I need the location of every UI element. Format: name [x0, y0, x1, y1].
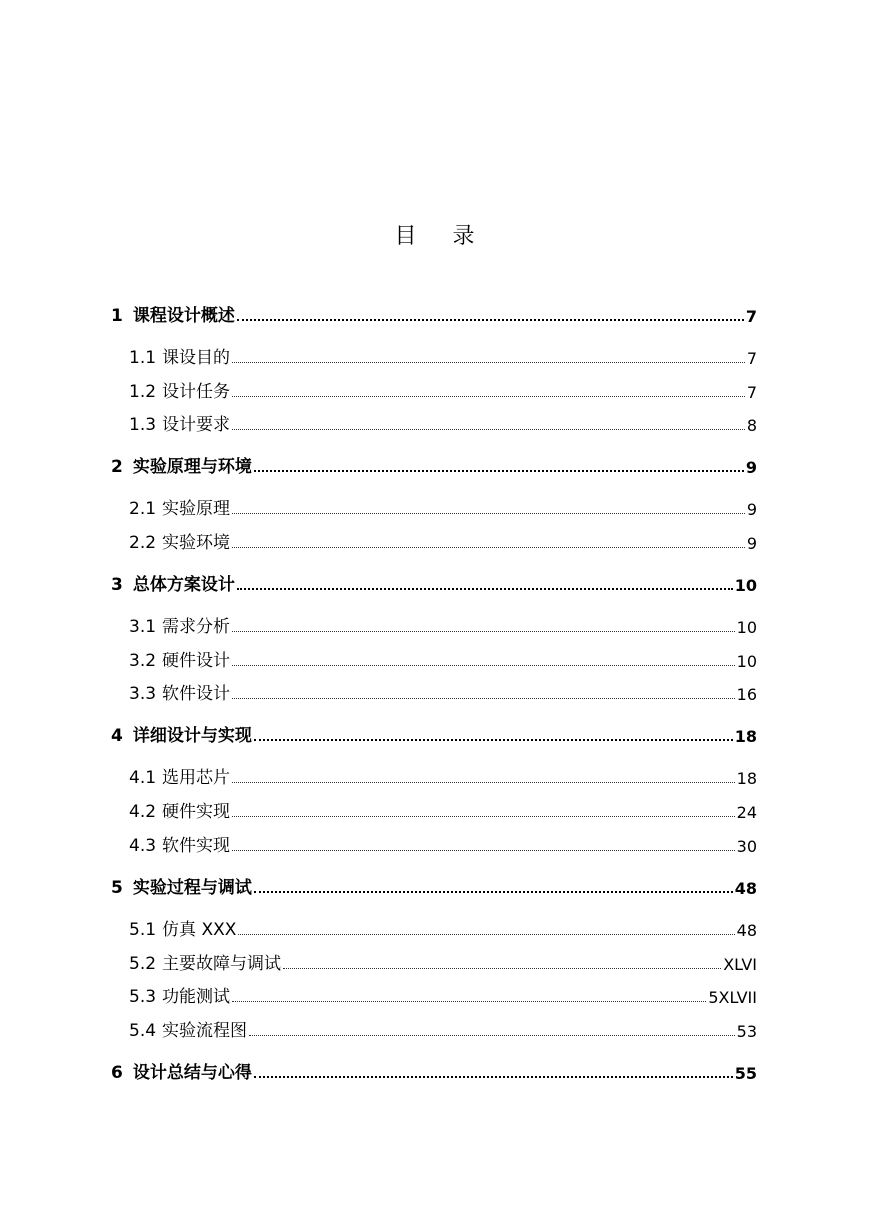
toc-section-3-2[interactable] [129, 641, 757, 671]
toc-page-number: 30 [736, 837, 757, 856]
toc-number: 4.2 [129, 802, 157, 822]
toc-title: 硬件实现 [162, 802, 231, 822]
toc-page-number: XLVI [723, 955, 757, 974]
toc-page-number: 18 [734, 727, 757, 746]
toc-title: 实验原理 [162, 499, 231, 519]
toc-leader [254, 1076, 733, 1078]
toc-page-number: 48 [736, 921, 757, 940]
page-title-char-1: 目 [394, 224, 417, 249]
toc-section-2-2[interactable] [129, 523, 757, 553]
toc-leader [232, 665, 735, 666]
page-title-char-2: 录 [452, 224, 475, 249]
toc-title: 设计要求 [162, 415, 231, 435]
toc-chapter-3[interactable] [111, 565, 757, 595]
toc-title: 实验环境 [162, 533, 231, 553]
toc-leader [232, 362, 745, 363]
toc-number: 2 [111, 457, 123, 477]
toc-title: 主要故障与调试 [162, 954, 282, 974]
toc-chapter-5[interactable] [111, 868, 757, 898]
toc-leader [254, 739, 733, 741]
toc-chapter-4[interactable] [111, 716, 757, 746]
toc-section-5-2[interactable] [129, 944, 757, 974]
toc-chapter-1[interactable] [111, 296, 757, 326]
toc-title: 课设目的 [162, 348, 231, 368]
toc-title: 硬件设计 [162, 651, 231, 671]
toc-title: 课程设计概述 [132, 306, 235, 326]
toc-leader [232, 782, 735, 783]
toc-page-number: 24 [736, 803, 757, 822]
toc-leader [232, 513, 745, 514]
toc-title: 选用芯片 [162, 768, 231, 788]
toc-section-1-1[interactable] [129, 338, 757, 368]
toc-title: 设计任务 [162, 382, 231, 402]
toc-number: 5.1 [129, 920, 157, 940]
toc-title: 需求分析 [162, 617, 231, 637]
toc-leader [232, 698, 735, 699]
toc-title: 实验过程与调试 [132, 878, 252, 898]
toc-title: 软件设计 [162, 684, 231, 704]
toc-number: 1 [111, 306, 123, 326]
toc-leader [232, 1001, 706, 1002]
toc-section-4-2[interactable] [129, 792, 757, 822]
toc-page-number: 8 [746, 416, 757, 435]
toc-page-number: 53 [736, 1022, 757, 1041]
toc-number: 5 [111, 878, 123, 898]
toc-page-number: 16 [736, 685, 757, 704]
toc-chapter-2[interactable] [111, 447, 757, 477]
toc-leader [254, 470, 744, 472]
toc-number: 3.3 [129, 684, 157, 704]
toc-leader [232, 547, 745, 548]
toc-title: 总体方案设计 [132, 575, 235, 595]
toc-number: 3 [111, 575, 123, 595]
toc-number: 4.3 [129, 836, 157, 856]
toc-page-number: 7 [745, 307, 757, 326]
toc-number: 6 [111, 1063, 123, 1083]
toc-leader [237, 588, 733, 590]
toc-title: 详细设计与实现 [132, 726, 252, 746]
toc-section-3-3[interactable] [129, 674, 757, 704]
toc-number: 3.2 [129, 651, 157, 671]
toc-page-number: 18 [736, 769, 757, 788]
toc-title: 设计总结与心得 [132, 1063, 252, 1083]
toc-page-number: 7 [746, 349, 757, 368]
toc-chapter-6[interactable] [111, 1053, 757, 1083]
toc-title: 实验流程图 [162, 1021, 248, 1041]
toc-number: 4.1 [129, 768, 157, 788]
toc-number: 1.1 [129, 348, 157, 368]
toc-page-number: 9 [746, 500, 757, 519]
toc-page-number: 9 [745, 458, 757, 477]
toc-number: 3.1 [129, 617, 157, 637]
toc-number: 1.3 [129, 415, 157, 435]
page-title [0, 220, 869, 254]
toc-leader [237, 319, 744, 321]
toc-number: 5.4 [129, 1021, 157, 1041]
toc-number: 4 [111, 726, 123, 746]
toc-title: 功能测试 [162, 987, 231, 1007]
toc-leader [238, 934, 734, 935]
toc-leader [232, 816, 735, 817]
toc-leader [232, 850, 735, 851]
toc-page-number: 10 [736, 618, 757, 637]
toc-section-5-1[interactable] [129, 910, 757, 940]
toc-title: 仿真 XXX [162, 920, 237, 940]
toc-page-number: 9 [746, 534, 757, 553]
toc-leader [232, 429, 745, 430]
toc-page-number: 5XLVII [708, 988, 757, 1007]
toc-section-2-1[interactable] [129, 489, 757, 519]
toc-page-number: 48 [734, 879, 757, 898]
toc-page-number: 7 [746, 383, 757, 402]
toc-section-4-1[interactable] [129, 758, 757, 788]
toc-leader [232, 396, 745, 397]
toc-title: 实验原理与环境 [132, 457, 252, 477]
toc-section-5-3[interactable] [129, 977, 757, 1007]
toc-page-number: 55 [734, 1064, 757, 1083]
toc-leader [254, 891, 733, 893]
toc-leader [232, 631, 735, 632]
toc-number: 5.3 [129, 987, 157, 1007]
toc-title: 软件实现 [162, 836, 231, 856]
toc-leader [249, 1035, 735, 1036]
toc-number: 2.2 [129, 533, 157, 553]
toc-number: 5.2 [129, 954, 157, 974]
toc-number: 1.2 [129, 382, 157, 402]
toc-number: 2.1 [129, 499, 157, 519]
toc-section-1-3[interactable] [129, 405, 757, 435]
toc-section-1-2[interactable] [129, 372, 757, 402]
toc-section-3-1[interactable] [129, 607, 757, 637]
toc-page-number: 10 [736, 652, 757, 671]
toc-page-number: 10 [734, 576, 757, 595]
toc-section-5-4[interactable] [129, 1011, 757, 1041]
toc-leader [283, 968, 721, 969]
toc-section-4-3[interactable] [129, 826, 757, 856]
